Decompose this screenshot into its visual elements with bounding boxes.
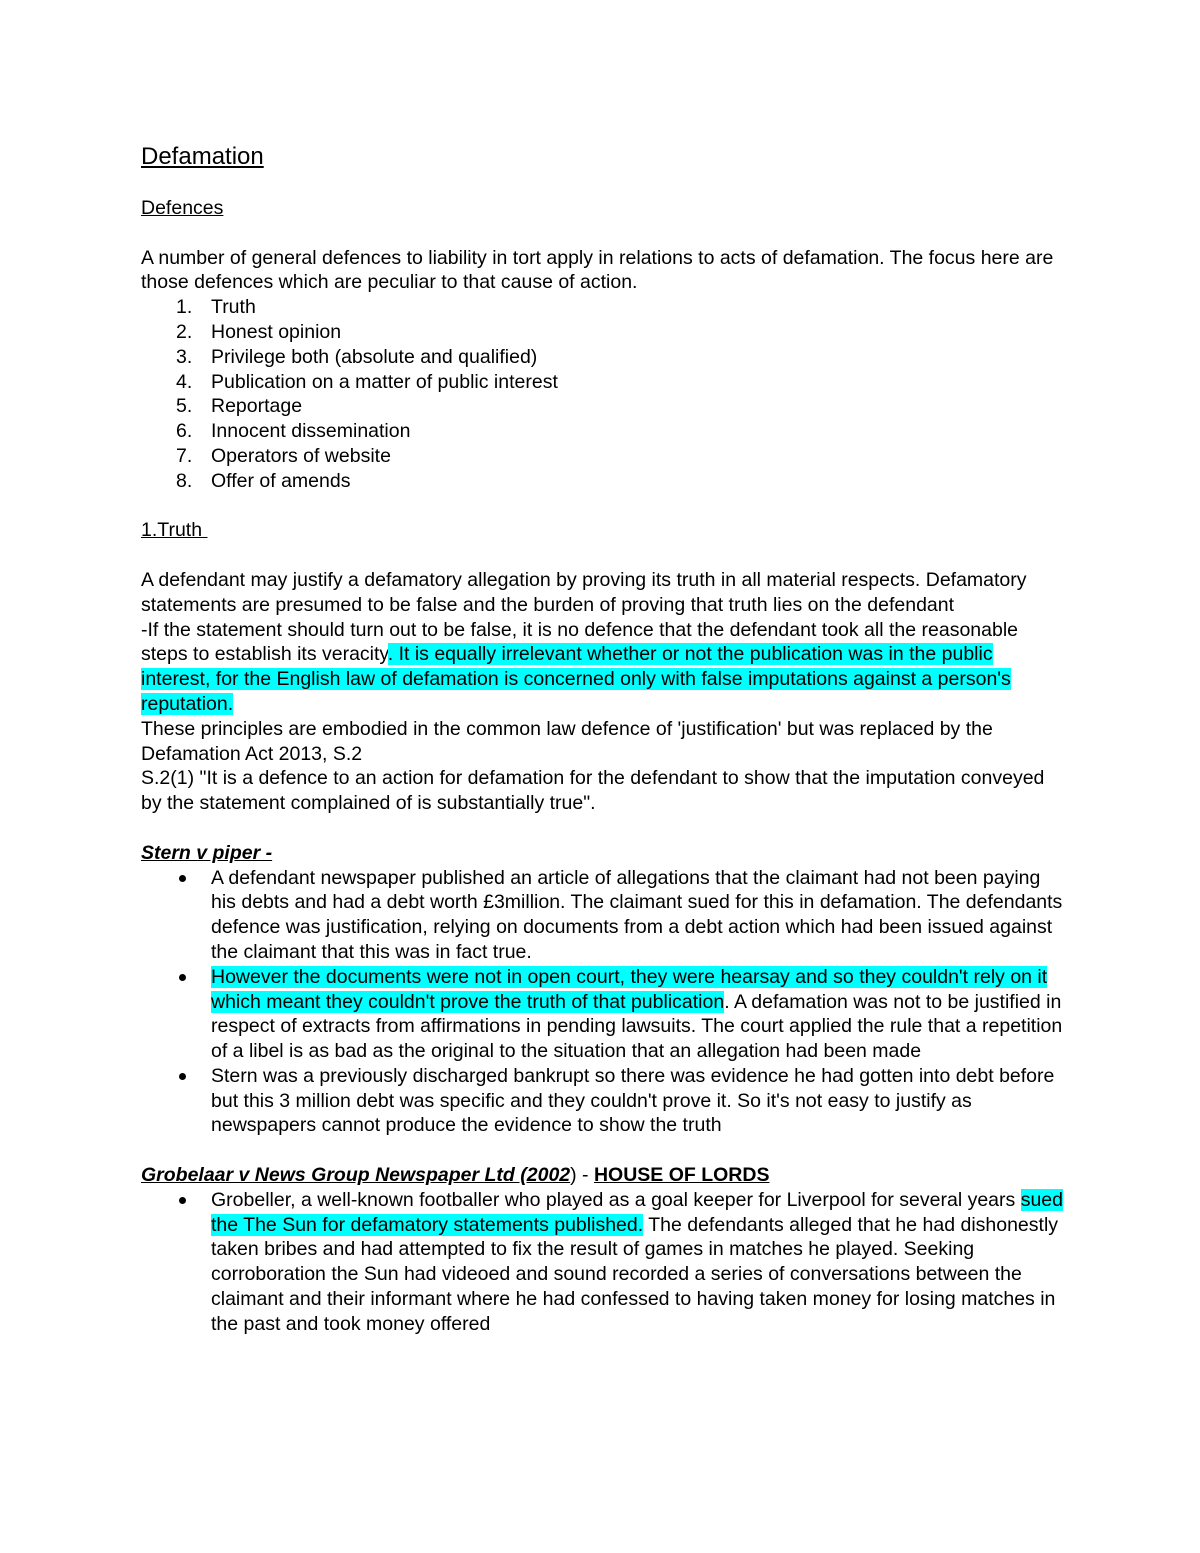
list-item: Stern was a previously discharged bankrupt so there was evidence he had gotten into debt before but this 3 million debt was specific and they couldn't prove it. So it's not easy to justify as newspapers cannot produce the evidence to show the truth xyxy=(141,1064,1066,1138)
highlighted-text: However the documents were not in open court, they were hearsay and so they couldn't rely on it which meant they couldn't prove the truth of that publication xyxy=(211,965,1048,1013)
list-item: However the documents were not in open court, they were hearsay and so they couldn't rely on it which meant they couldn't prove the truth of that publication. A defamation was not to be justified in respect of extracts from affirmations in pending lawsuits. The court applied the rule that a repetition of a libel is as bad as the original to the situation that an allegation had been made xyxy=(141,965,1066,1064)
truth-paragraph-3: These principles are embodied in the common law defence of 'justification' but was replaced by the Defamation Act 2013, S.2 xyxy=(141,717,993,765)
truth-paragraph-2: -If the statement should turn out to be false, it is no defence that the defendant took all the reasonable steps to establish its veracity. It is equally irrelevant whether or not the publication was in the public interest, for the English law of defamation is concerned only with false imputations against a person's reputation. xyxy=(141,618,1018,715)
list-item: 5. Reportage xyxy=(176,395,303,418)
highlighted-text: . It is equally irrelevant whether or not the publication was in the public interest, for the English law of defamation is concerned only with false imputations against a person's reputation. xyxy=(141,643,1011,715)
grobelaar-bullet-list xyxy=(141,1188,1066,1337)
list-item: 6. Innocent dissemination xyxy=(176,420,411,443)
stern-bullet-list xyxy=(141,866,1066,1139)
case-heading-stern: Stern v piper - xyxy=(141,841,273,864)
case-heading-grobelaar: Grobelaar v News Group Newspaper Ltd (2002) - HOUSE OF LORDS xyxy=(141,1164,770,1187)
list-item: 3. Privilege both (absolute and qualified) xyxy=(176,345,538,368)
list-item: A defendant newspaper published an article of allegations that the claimant had not been paying his debts and had a debt worth £3million. The claimant sued for this in defamation. The defendants defence was justification, relying on documents from a debt action which had been issued against the claimant that this was in fact true. xyxy=(141,866,1066,965)
defences-list xyxy=(141,295,1066,493)
list-item: 4. Publication on a matter of public interest xyxy=(176,370,558,393)
section-subtitle: Defences xyxy=(141,197,224,219)
document-page xyxy=(141,142,1066,1337)
truth-paragraph-1: A defendant may justify a defamatory allegation by proving its truth in all material respects. Defamatory statements are presumed to be false and the burden of proving that truth lies on the defendant xyxy=(141,568,1027,616)
list-item: 1. Truth xyxy=(176,296,256,319)
list-item: Grobeller, a well-known footballer who played as a goal keeper for Liverpool for several years sued the The Sun for defamatory statements published. The defendants alleged that he had dishonestly taken bribes and had attempted to fix the result of games in matches he played. Seeking corroboration the Sun had videoed and sound recorded a series of conversations between the claimant and their informant where he had confessed to having taken money for losing matches in the past and took money offered xyxy=(141,1188,1066,1337)
document-title: Defamation xyxy=(141,143,264,170)
bullet-icon xyxy=(179,974,186,981)
list-item: 7. Operators of website xyxy=(176,444,391,467)
bullet-icon xyxy=(179,1073,186,1080)
section-heading-truth: 1.Truth xyxy=(141,519,203,542)
truth-paragraph-4: S.2(1) "It is a defence to an action for defamation for the defendant to show that the imputation conveyed by the statement complained of is substantially true". xyxy=(141,767,1045,815)
bullet-icon xyxy=(179,875,186,882)
highlighted-text: sued the The Sun for defamatory statements published. xyxy=(211,1188,1063,1236)
bullet-icon xyxy=(179,1197,186,1204)
list-item: 8. Offer of amends xyxy=(176,469,351,492)
intro-paragraph: A number of general defences to liability in tort apply in relations to acts of defamation. The focus here are those defences which are peculiar to that cause of action. xyxy=(141,246,1054,294)
list-item: 2. Honest opinion xyxy=(176,320,342,343)
